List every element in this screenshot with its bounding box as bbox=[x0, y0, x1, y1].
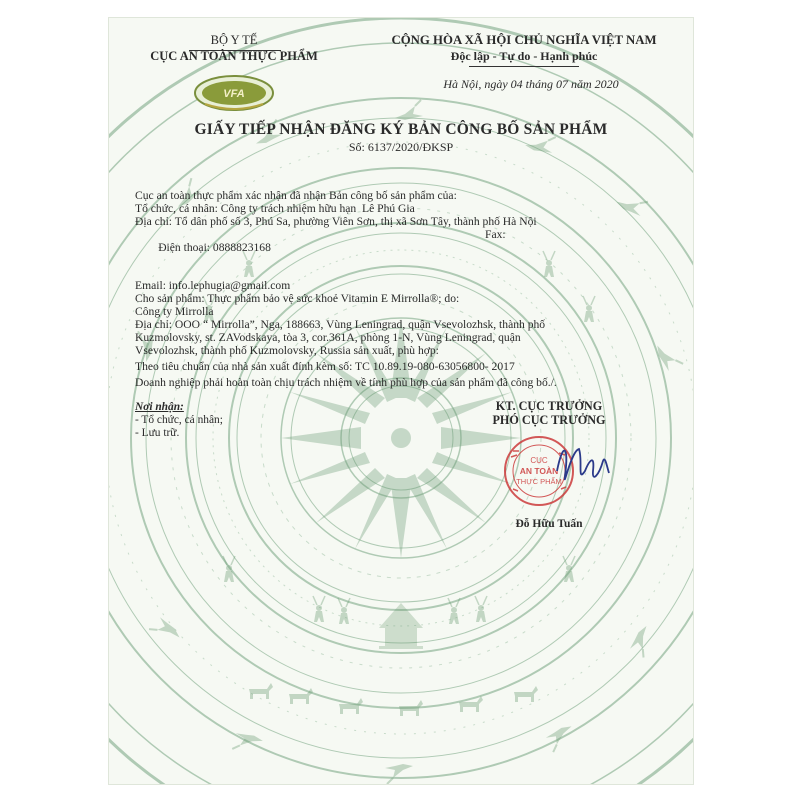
body-line: Địa chỉ: OOO “ Mirrolla”, Nga, 188663, Vùng Leningrad, quận Vsevolozhsk, thành phố bbox=[135, 318, 546, 332]
country-name: CỘNG HÒA XÃ HỘI CHỦ NGHĨA VIỆT NAM bbox=[391, 33, 657, 47]
signer-name: Đỗ Hữu Tuấn bbox=[515, 518, 583, 530]
signer-title-line: KT. CỤC TRƯỞNG bbox=[495, 399, 603, 413]
national-header bbox=[359, 32, 689, 64]
stamp-line: THỰC PHẨM bbox=[516, 477, 562, 486]
national-motto: Độc lập - Tự do - Hạnh phúc bbox=[450, 49, 598, 63]
body-line: Kuzmolovsky, st. ZAVodskaya, tòa 3, cor.361A, phòng 1-N, Vùng Leningrad, quận bbox=[135, 330, 521, 344]
document-body bbox=[135, 190, 557, 390]
vfa-logo bbox=[193, 74, 275, 112]
official-stamp bbox=[499, 431, 619, 511]
body-line: Công ty Mirrolla bbox=[135, 305, 214, 319]
stamp-line: CỤC bbox=[530, 456, 548, 465]
certificate-page bbox=[108, 17, 694, 785]
logo-text: VFA bbox=[223, 88, 245, 100]
body-line: Cục an toàn thực phẩm xác nhận đã nhận Bản công bố sản phẩm của: bbox=[135, 189, 457, 202]
document-number: Số: 6137/2020/ĐKSP bbox=[348, 140, 454, 154]
recipients-heading: Nơi nhận: bbox=[135, 401, 184, 413]
department-name: CỤC AN TOÀN THỰC PHẨM bbox=[150, 49, 318, 63]
body-line: Tổ chức, cá nhân: Công ty trách nhiệm hữu hạn Lê Phú Gia bbox=[135, 201, 415, 215]
ministry-name: BỘ Y TẾ bbox=[210, 33, 258, 47]
body-line: Vsevolozhsk, thành phố Kuzmolovsky, Russia sản xuất, phù hợp: bbox=[135, 343, 439, 357]
signer-title bbox=[429, 399, 669, 427]
phone-text: Điện thoại: 0888823168 bbox=[158, 240, 271, 254]
body-line: Cho sản phẩm: Thực phẩm bảo vệ sức khoẻ Vitamin E Mirrolla®; do: bbox=[135, 292, 460, 306]
body-line: Doanh nghiệp phải hoàn toàn chịu trách nhiệm về tính phù hợp của sản phẩm đã công bố./. bbox=[135, 375, 557, 389]
handwritten-signature bbox=[557, 449, 609, 479]
recipient-item: - Lưu trữ. bbox=[135, 427, 180, 439]
issue-date: Hà Nội, ngày 04 tháng 07 năm 2020 bbox=[443, 77, 619, 91]
document-title: GIẤY TIẾP NHẬN ĐĂNG KÝ BẢN CÔNG BỐ SẢN PHẨM bbox=[194, 121, 608, 138]
recipient-item: - Tổ chức, cá nhân; bbox=[135, 414, 223, 426]
ministry-divider bbox=[189, 50, 281, 51]
ministry-block bbox=[109, 32, 359, 64]
recipients-block bbox=[135, 401, 223, 440]
body-line: Email: info.lephugia@gmail.com bbox=[135, 279, 291, 293]
fax-label: Fax: bbox=[485, 227, 506, 241]
signer-title-line: PHÓ CỤC TRƯỞNG bbox=[492, 413, 606, 427]
phone-line bbox=[135, 229, 557, 281]
motto-divider bbox=[469, 66, 579, 67]
body-line: Địa chỉ: Tổ dân phố số 3, Phú Sa, phường Viên Sơn, thị xã Sơn Tây, thành phố Hà Nội bbox=[135, 214, 537, 228]
body-line: Theo tiêu chuẩn của nhà sản xuất đính kèm số: TC 10.89.19-080-63056800- 2017 bbox=[135, 359, 515, 373]
stamp-line: AN TOÀN bbox=[519, 466, 559, 476]
